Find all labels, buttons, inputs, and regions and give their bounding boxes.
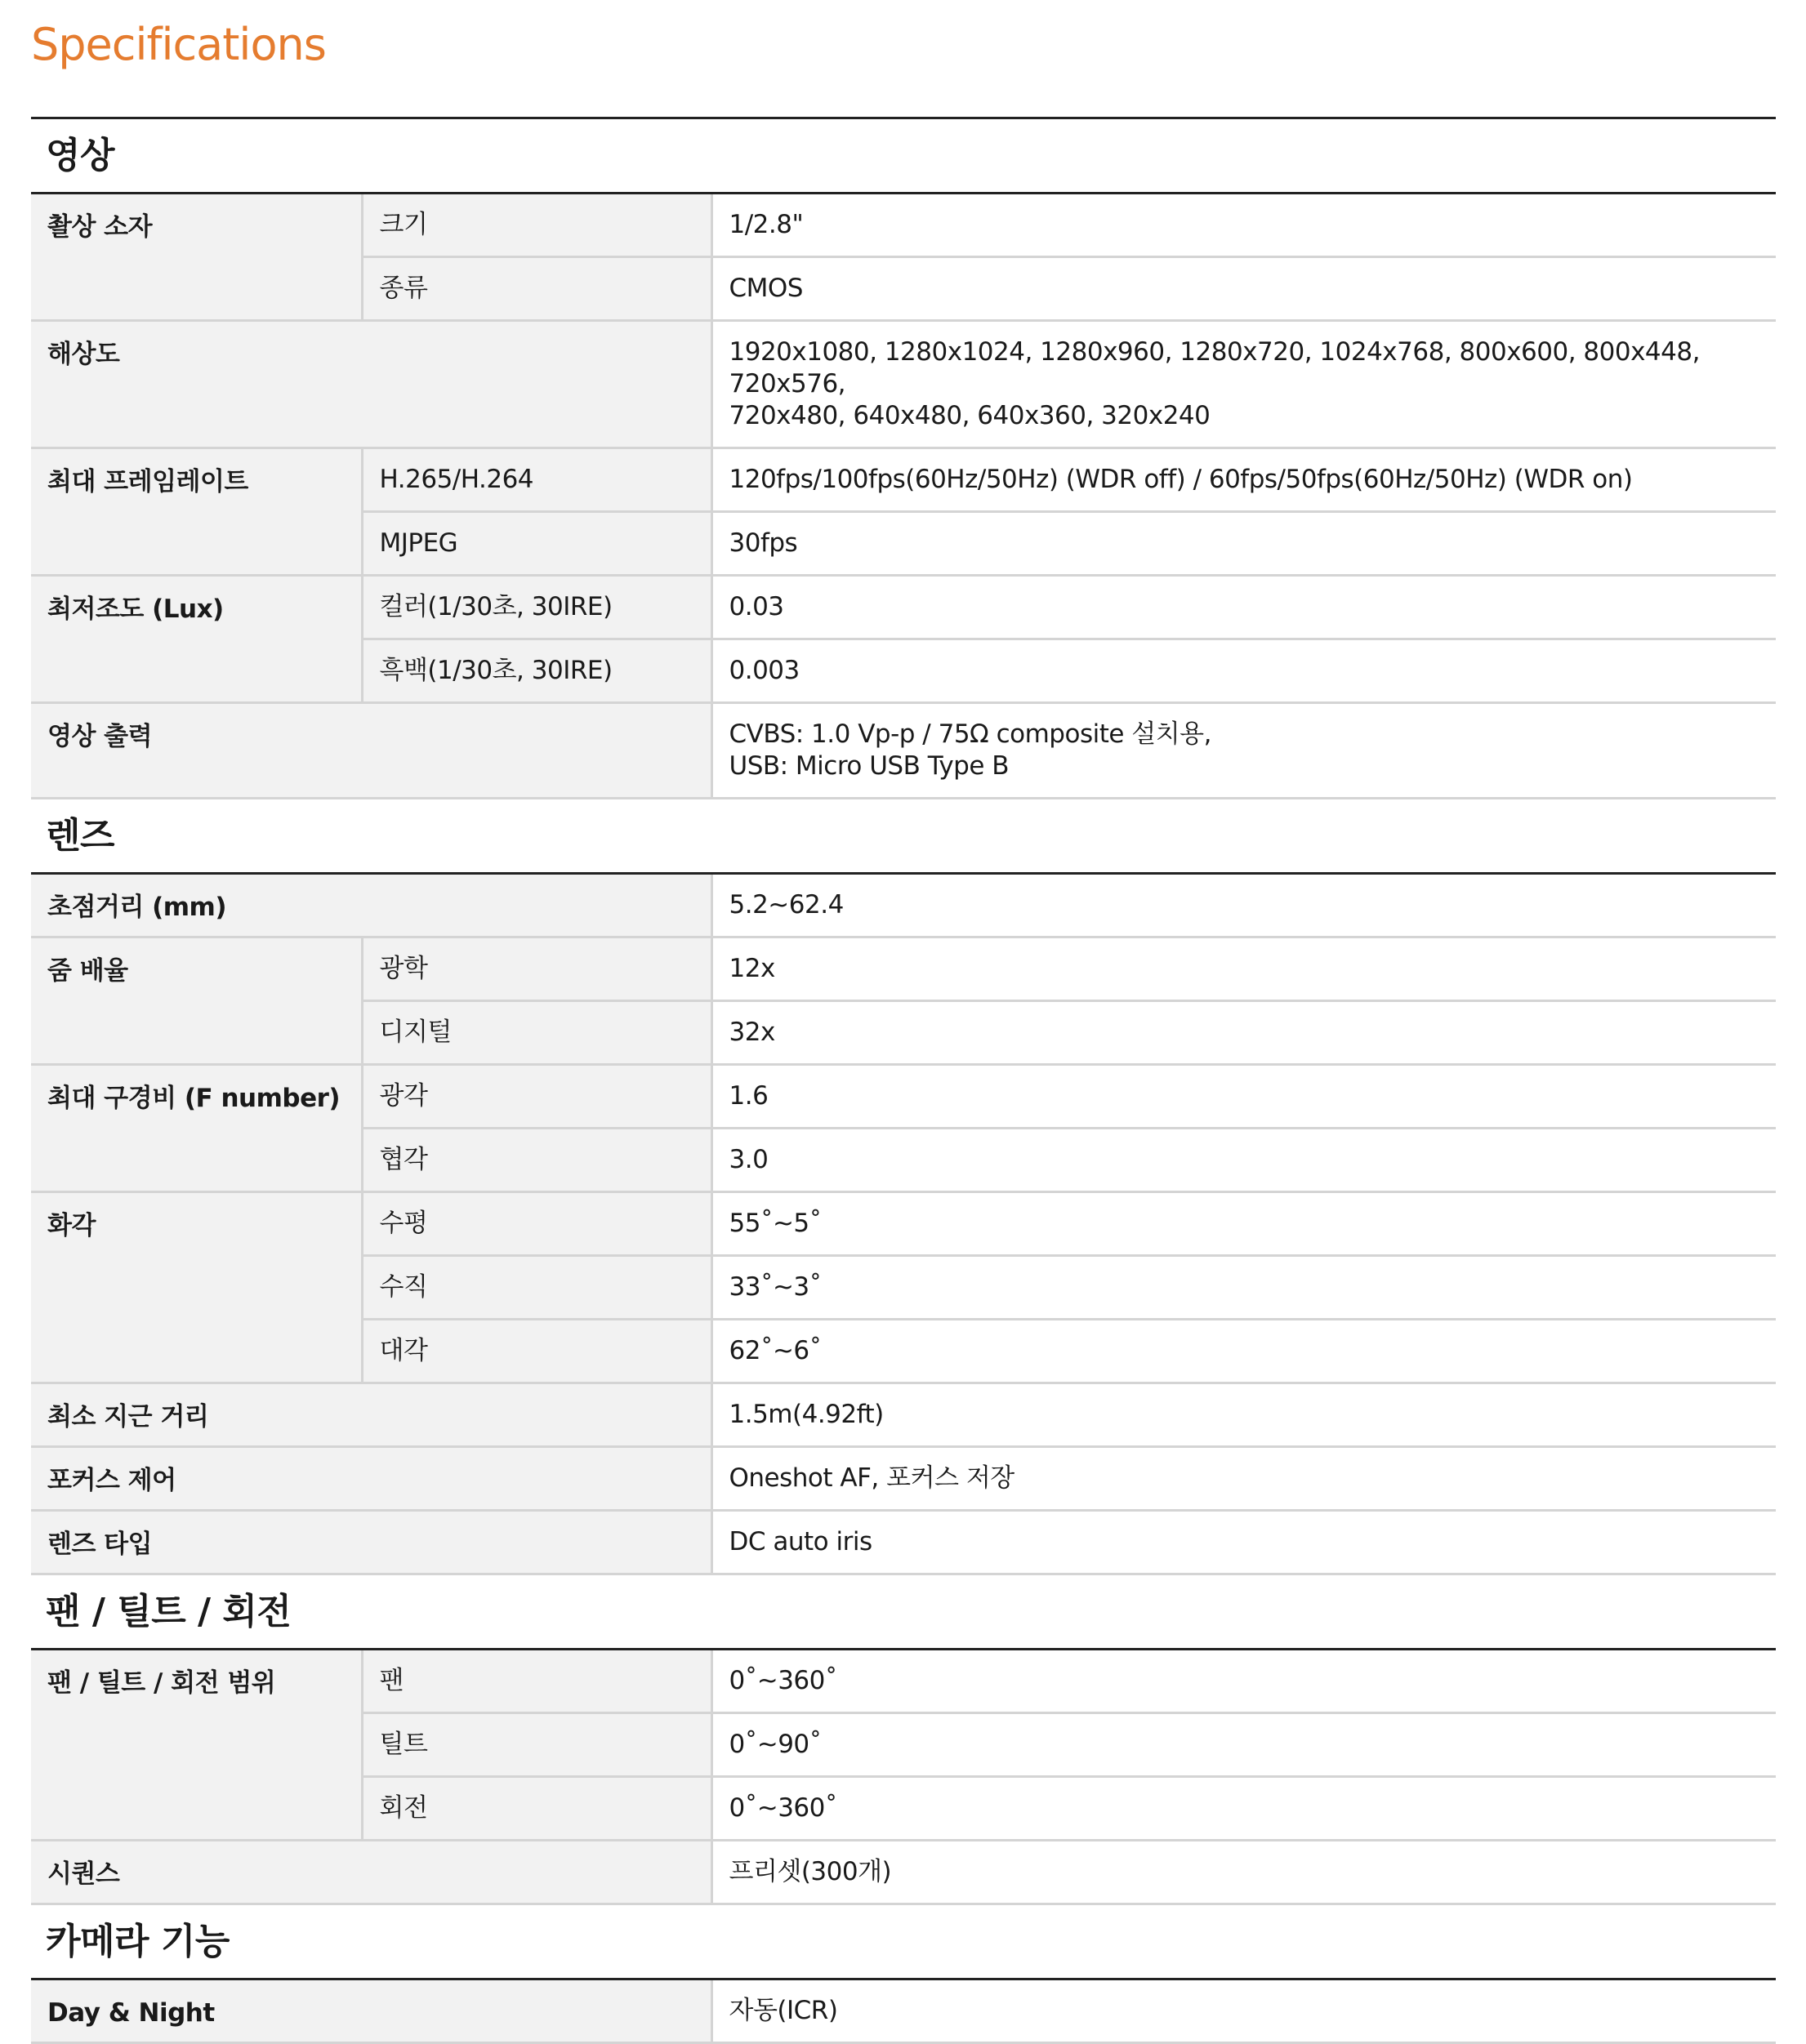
table-row	[31, 576, 1776, 639]
table-row	[31, 1192, 1776, 1256]
table-row	[31, 1841, 1776, 1904]
table-row	[31, 874, 1776, 937]
table-row	[31, 1979, 1776, 2043]
value-line: 720x480, 640x480, 640x360, 320x240	[729, 401, 1211, 430]
row-value: 5.2~62.4	[711, 874, 1776, 937]
row-value	[711, 321, 1776, 448]
row-value: 32x	[711, 1001, 1776, 1065]
sub-label: 디지털	[362, 1001, 711, 1065]
row-value: 프리셋(300개)	[711, 1841, 1776, 1904]
sub-label: 틸트	[362, 1713, 711, 1777]
section-header-camera	[31, 1904, 1776, 1979]
value-line: 1920x1080, 1280x1024, 1280x960, 1280x720, 1024x768, 800x600, 800x448, 720x576,	[729, 337, 1700, 399]
row-value: 3.0	[711, 1129, 1776, 1192]
sub-label: 팬	[362, 1650, 711, 1713]
sub-label: 회전	[362, 1777, 711, 1841]
row-label: 시퀀스	[31, 1841, 711, 1904]
row-value: 55˚~5˚	[711, 1192, 1776, 1256]
row-label: 화각	[31, 1192, 362, 1383]
row-value: 1/2.8"	[711, 194, 1776, 257]
sub-label: 종류	[362, 257, 711, 321]
section-title: 카메라 기능	[31, 1904, 1776, 1979]
row-value: 0.03	[711, 576, 1776, 639]
sub-label: 대각	[362, 1320, 711, 1383]
section-title: 팬 / 틸트 / 회전	[31, 1574, 1776, 1650]
row-label: 최소 지근 거리	[31, 1383, 711, 1447]
sub-label: H.265/H.264	[362, 448, 711, 512]
row-value: 30fps	[711, 512, 1776, 576]
row-value: 0˚~90˚	[711, 1713, 1776, 1777]
sub-label: 흑백(1/30초, 30IRE)	[362, 639, 711, 703]
table-row	[31, 321, 1776, 448]
sub-label: 광학	[362, 937, 711, 1001]
row-label: 해상도	[31, 321, 711, 448]
section-header-ptr	[31, 1574, 1776, 1650]
row-value: 1.5m(4.92ft)	[711, 1383, 1776, 1447]
row-value: 1.6	[711, 1065, 1776, 1129]
table-row	[31, 194, 1776, 257]
section-header-video	[31, 118, 1776, 194]
value-line: USB: Micro USB Type B	[729, 751, 1010, 781]
sub-label: 수직	[362, 1256, 711, 1320]
row-value: 62˚~6˚	[711, 1320, 1776, 1383]
row-label: 팬 / 틸트 / 회전 범위	[31, 1650, 362, 1841]
sub-label: 컬러(1/30초, 30IRE)	[362, 576, 711, 639]
row-label: 포커스 제어	[31, 1447, 711, 1511]
row-label: 초점거리 (mm)	[31, 874, 711, 937]
row-label: 최대 구경비 (F number)	[31, 1065, 362, 1192]
row-value: Oneshot AF, 포커스 저장	[711, 1447, 1776, 1511]
row-label: 최저조도 (Lux)	[31, 576, 362, 703]
table-row	[31, 1650, 1776, 1713]
section-title: 영상	[31, 118, 1776, 194]
sub-label: MJPEG	[362, 512, 711, 576]
table-row	[31, 1447, 1776, 1511]
spec-table	[31, 117, 1776, 2044]
row-value: 자동(ICR)	[711, 1979, 1776, 2043]
row-value: 0.003	[711, 639, 1776, 703]
sub-label: 수평	[362, 1192, 711, 1256]
value-line: CVBS: 1.0 Vp-p / 75Ω composite 설치용,	[729, 719, 1211, 749]
table-row	[31, 703, 1776, 799]
sub-label: 협각	[362, 1129, 711, 1192]
row-label: 최대 프레임레이트	[31, 448, 362, 576]
table-row	[31, 1383, 1776, 1447]
row-value: DC auto iris	[711, 1511, 1776, 1574]
row-label: 줌 배율	[31, 937, 362, 1065]
row-value: 12x	[711, 937, 1776, 1001]
row-value: 0˚~360˚	[711, 1777, 1776, 1841]
row-label: 렌즈 타입	[31, 1511, 711, 1574]
row-value: CMOS	[711, 257, 1776, 321]
table-row	[31, 1511, 1776, 1574]
row-value: 120fps/100fps(60Hz/50Hz) (WDR off) / 60fps/50fps(60Hz/50Hz) (WDR on)	[711, 448, 1776, 512]
sub-label: 크기	[362, 194, 711, 257]
page-title: Specifications	[31, 19, 326, 70]
row-value: 33˚~3˚	[711, 1256, 1776, 1320]
table-row	[31, 1065, 1776, 1129]
sub-label: 광각	[362, 1065, 711, 1129]
row-value: 0˚~360˚	[711, 1650, 1776, 1713]
row-label: 영상 출력	[31, 703, 711, 799]
row-label: Day & Night	[31, 1979, 711, 2043]
section-header-lens	[31, 799, 1776, 874]
table-row	[31, 448, 1776, 512]
row-label: 촬상 소자	[31, 194, 362, 321]
table-row	[31, 937, 1776, 1001]
section-title: 렌즈	[31, 799, 1776, 874]
row-value	[711, 703, 1776, 799]
